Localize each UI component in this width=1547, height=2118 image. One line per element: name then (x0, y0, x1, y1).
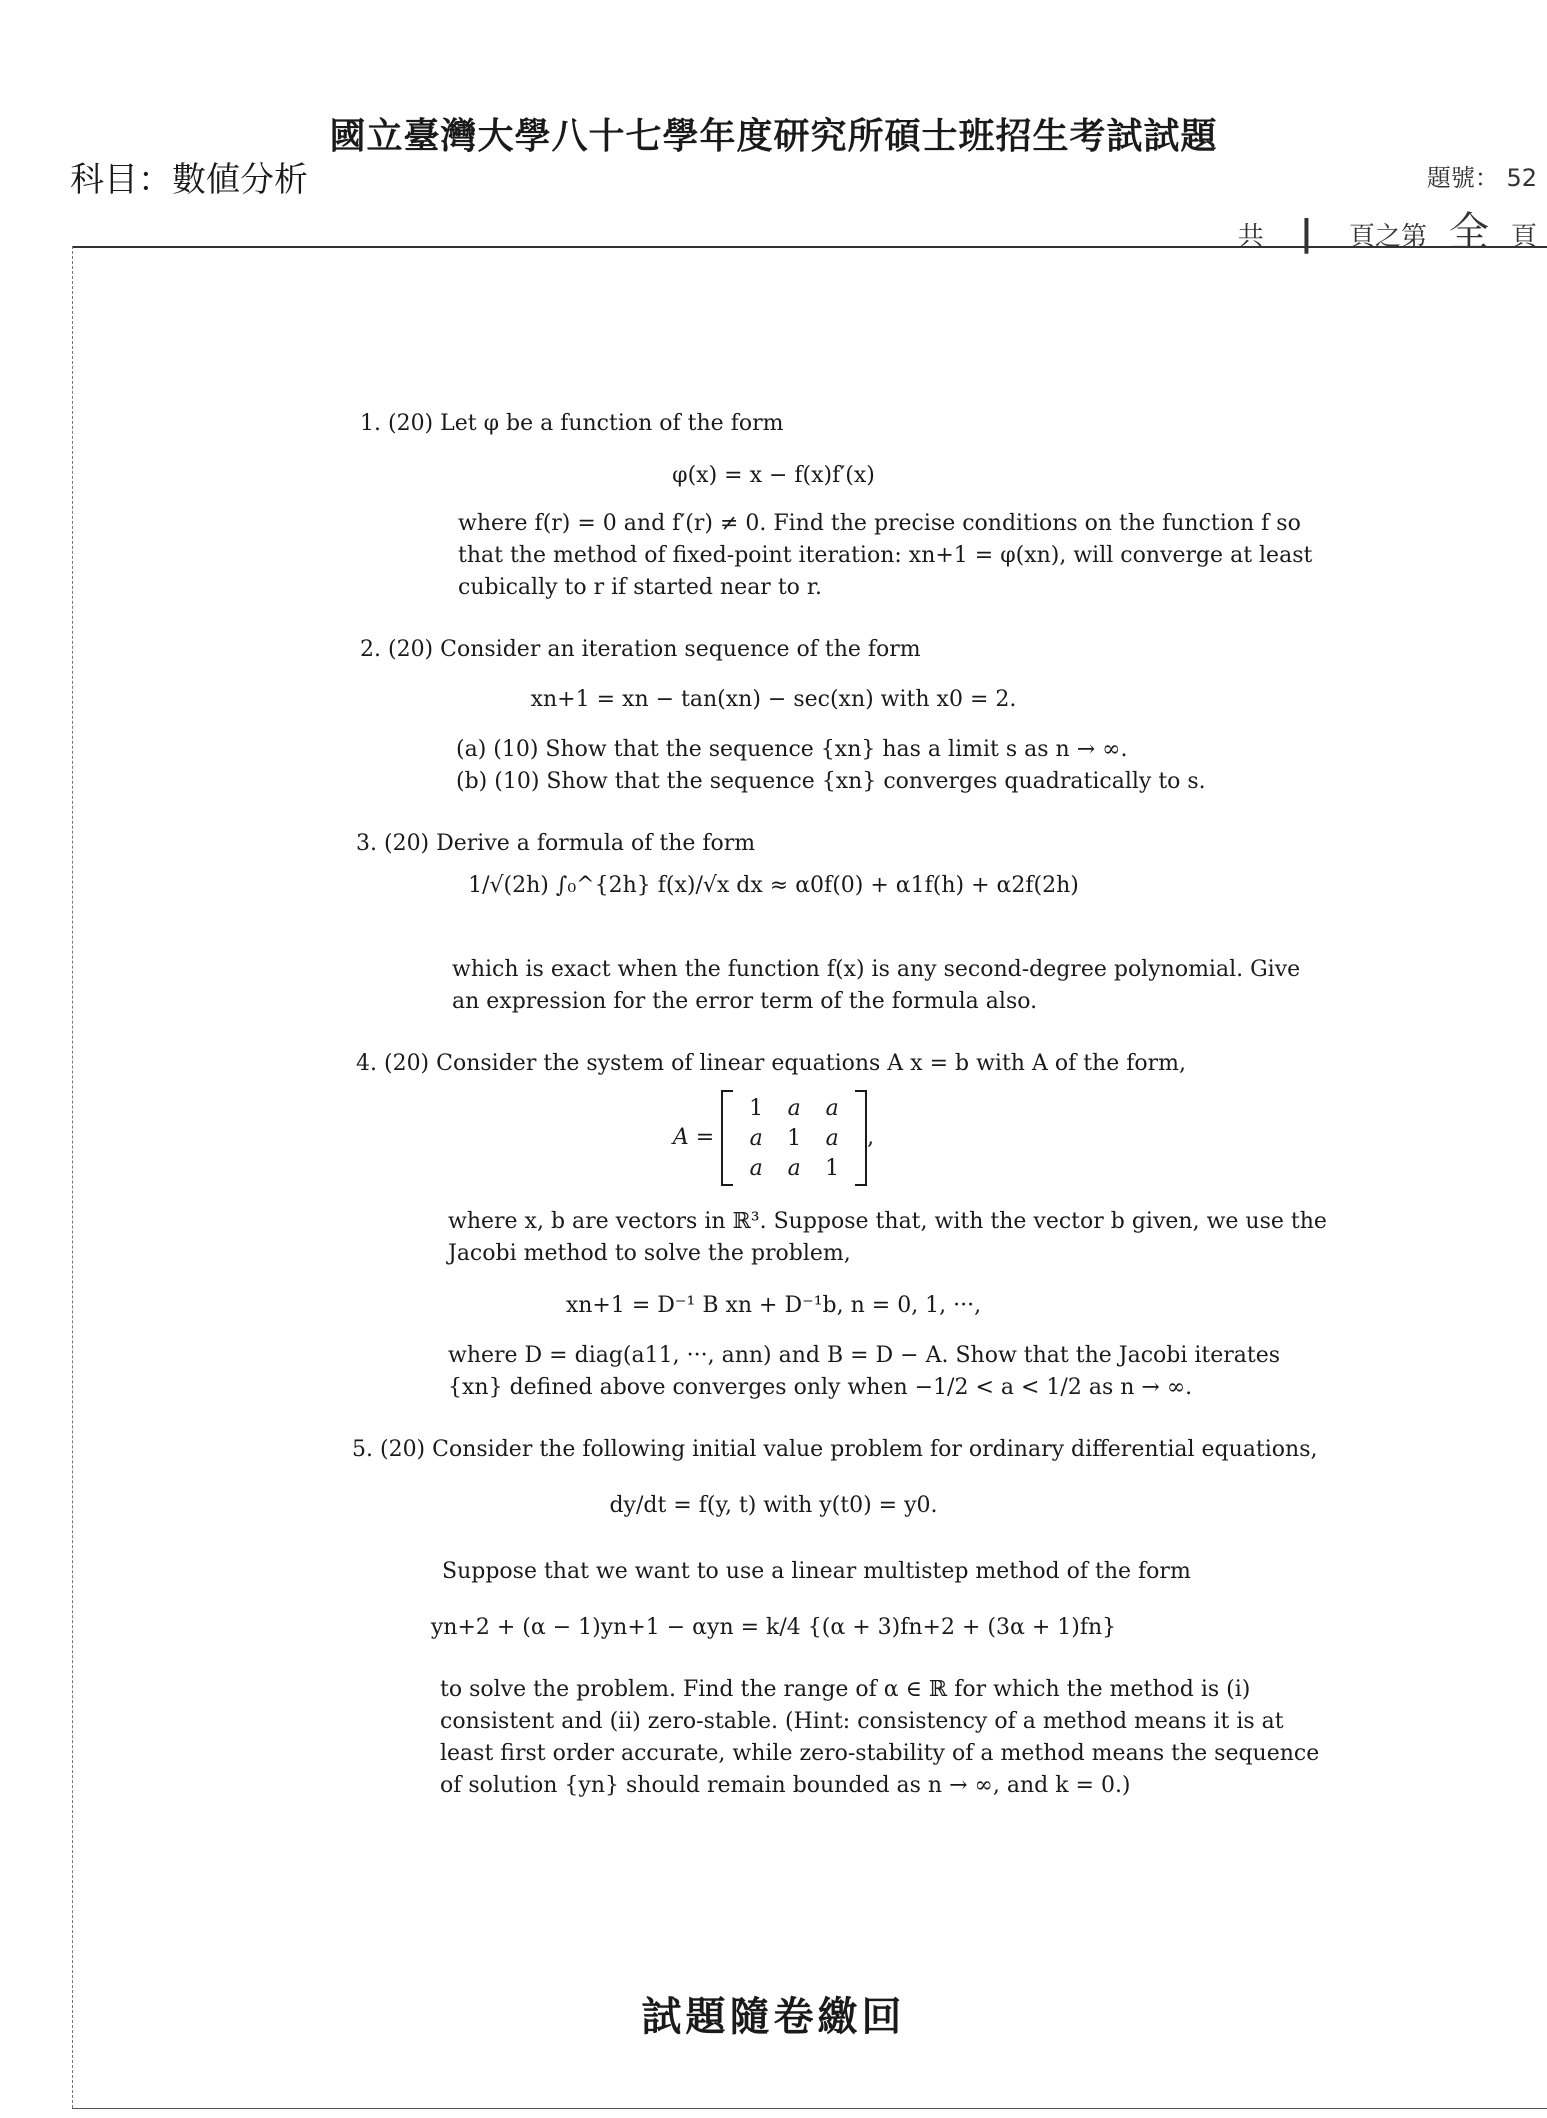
q2-equation: xn+1 = xn − tan(xn) − sec(xn) with x0 = 2. (530, 687, 1017, 712)
matrix-grid (733, 1093, 855, 1183)
matrix-cell: a (825, 1126, 839, 1151)
frame-bottom-rule (72, 2108, 1547, 2109)
q2-part-b: (b) (10) Show that the sequence {xn} converges quadratically to s. (456, 769, 1206, 794)
matrix-cell: a (787, 1096, 801, 1121)
q5-text-3: consistent and (ii) zero-stable. (Hint: consistency of a method means it is at (440, 1709, 1284, 1734)
matrix-cell: a (749, 1126, 763, 1151)
q1-text-2: that the method of fixed-point iteration: xn+1 = φ(xn), will converge at least (458, 543, 1313, 568)
matrix-right-bracket (855, 1090, 867, 1186)
matrix-cell: a (749, 1156, 763, 1181)
q4-text-2: Jacobi method to solve the problem, (448, 1241, 851, 1266)
q5-text-2: to solve the problem. Find the range of α ∈ ℝ for which the method is (i) (440, 1677, 1251, 1702)
matrix-cell: 1 (787, 1126, 802, 1151)
question-number: 題號： 52 (1426, 164, 1537, 192)
exam-title: 國立臺灣大學八十七學年度研究所碩士班招生考試試題 (329, 116, 1218, 157)
q4-intro: 4. (20) Consider the system of linear equations A x = b with A of the form, (356, 1051, 1186, 1076)
pages-total: | (1299, 213, 1313, 254)
q1-equation: φ(x) = x − f(x)f′(x) (672, 463, 875, 488)
q3-intro: 3. (20) Derive a formula of the form (356, 831, 756, 856)
q5-text-5: of solution {yn} should remain bounded as n → ∞, and k = 0.) (440, 1773, 1131, 1798)
q1-intro: 1. (20) Let φ be a function of the form (360, 411, 784, 436)
matrix-name: A (672, 1125, 689, 1150)
matrix-cell: a (787, 1156, 801, 1181)
q5-text-1: Suppose that we want to use a linear multistep method of the form (442, 1559, 1191, 1584)
matrix-a (721, 1090, 867, 1186)
matrix-cell: 1 (749, 1096, 764, 1121)
q3-text-1: which is exact when the function f(x) is any second-degree polynomial. Give (452, 957, 1301, 982)
q5-text-4: least first order accurate, while zero-stability of a method means the sequence (440, 1741, 1320, 1766)
matrix-left-bracket (721, 1090, 733, 1186)
q1-text-3: cubically to r if started near to r. (458, 575, 822, 600)
pages-mid-label: 頁之第 (1348, 222, 1427, 252)
q3-equation: 1/√(2h) ∫₀^{2h} f(x)/√x dx ≈ α0f(0) + α1f(h) + α2f(2h) (468, 873, 1079, 898)
frame-top-rule (72, 246, 1547, 248)
q4-text-1: where x, b are vectors in ℝ³. Suppose that, with the vector b given, we use the (448, 1209, 1327, 1234)
q1-text-1: where f(r) = 0 and f′(r) ≠ 0. Find the precise conditions on the function f so (458, 511, 1301, 536)
q5-multistep-equation: yn+2 + (α − 1)yn+1 − αyn = k/4 {(α + 3)fn+2 + (3α + 1)fn} (430, 1615, 1117, 1640)
q4-text-3: where D = diag(a11, ···, ann) and B = D − A. Show that the Jacobi iterates (448, 1343, 1281, 1368)
pages-end-label: 頁 (1510, 222, 1537, 252)
q5-intro: 5. (20) Consider the following initial value problem for ordinary differential equations, (352, 1437, 1318, 1462)
q2-intro: 2. (20) Consider an iteration sequence of the form (360, 637, 921, 662)
return-paper-notice: 試題隨卷繳回 (641, 1993, 906, 2040)
page-count (1238, 200, 1537, 257)
q4-text-4: {xn} defined above converges only when −1/2 < a < 1/2 as n → ∞. (448, 1375, 1193, 1400)
subject-label: 科目：數値分析 (70, 160, 308, 200)
q2-part-a: (a) (10) Show that the sequence {xn} has a limit s as n → ∞. (456, 737, 1128, 762)
pages-total-label: 共 (1237, 222, 1264, 252)
q3-text-2: an expression for the error term of the formula also. (452, 989, 1038, 1014)
matrix-cell: a (825, 1096, 839, 1121)
q5-ivp-equation: dy/dt = f(y, t) with y(t0) = y0. (609, 1493, 938, 1518)
matrix-cell: 1 (825, 1156, 840, 1181)
pages-which: 全 (1448, 209, 1489, 255)
q4-matrix-equation: A = 1 a a a 1 a a a 1 , (0, 1090, 1547, 1186)
q4-jacobi-equation: xn+1 = D⁻¹ B xn + D⁻¹b, n = 0, 1, ···, (565, 1293, 982, 1318)
